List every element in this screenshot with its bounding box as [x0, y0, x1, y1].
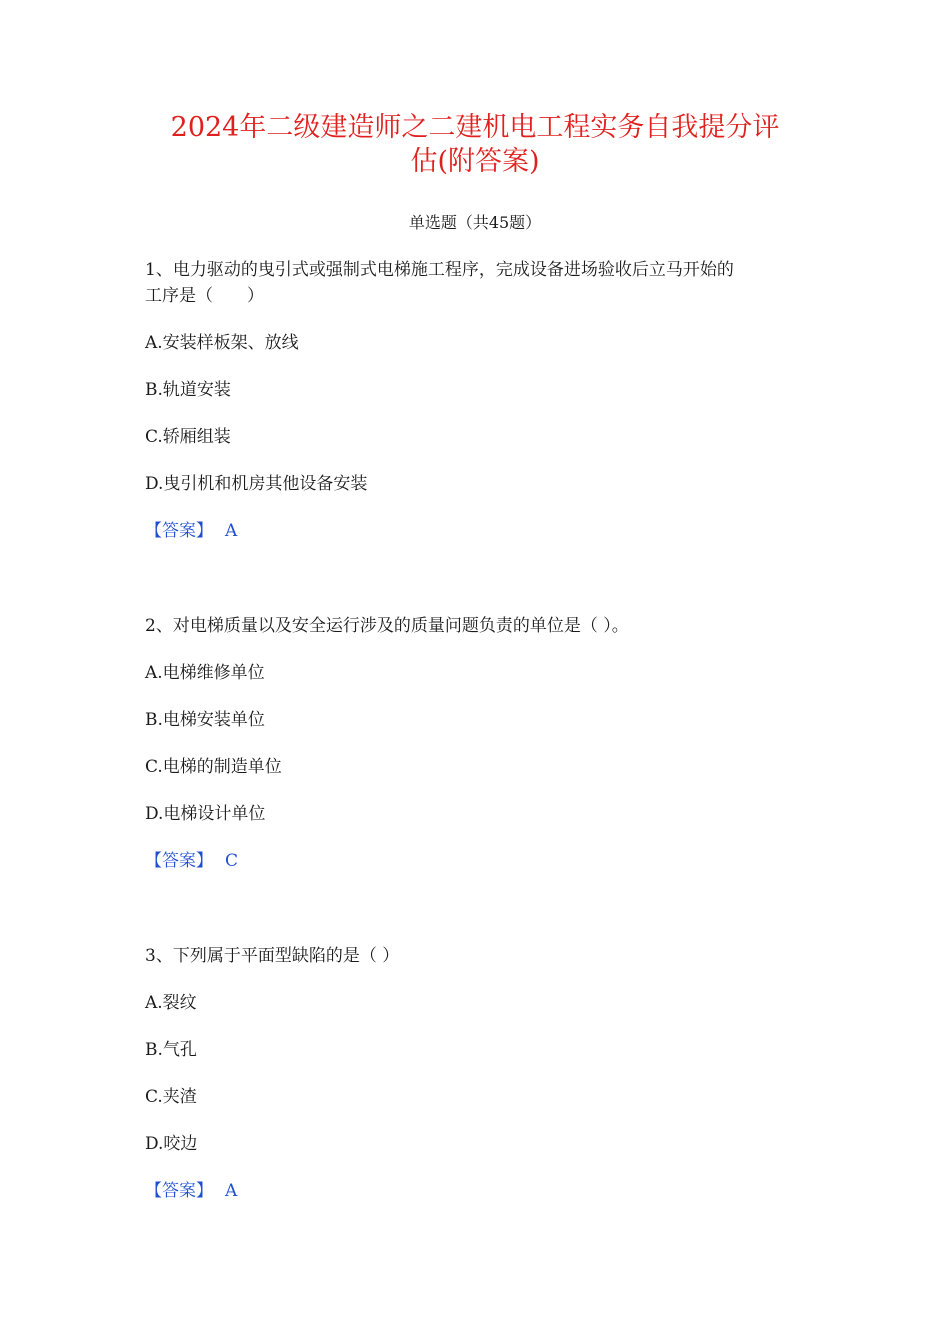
- option-a: A.裂纹: [145, 993, 197, 1013]
- option-b: B.轨道安装: [145, 380, 231, 400]
- option-a: A.安装样板架、放线: [145, 333, 299, 353]
- answer-label: 【答案】: [145, 1181, 213, 1201]
- option-b: B.气孔: [145, 1040, 197, 1060]
- option-c: C.电梯的制造单位: [145, 757, 282, 777]
- answer-value: A: [225, 521, 238, 541]
- answer-value: A: [225, 1181, 238, 1201]
- section-heading: 单选题（共45题）: [408, 213, 542, 232]
- option-d: D.咬边: [145, 1134, 198, 1154]
- answer-line: [145, 1179, 237, 1203]
- option-d: D.电梯设计单位: [145, 804, 266, 824]
- question-stem: 1、电力驱动的曳引式或强制式电梯施工程序，完成设备进场验收后立马开始的: [145, 260, 734, 280]
- answer-label: 【答案】: [145, 521, 213, 541]
- answer-label: 【答案】: [145, 851, 213, 871]
- document-title-line2: 估(附答案): [410, 146, 540, 177]
- document-title-line1: 2024年二级建造师之二建机电工程实务自我提分评: [170, 112, 780, 143]
- answer-line: [145, 519, 237, 543]
- answer-line: [145, 849, 238, 873]
- question-stem-continuation: 工序是（ ）: [145, 286, 264, 306]
- option-c: C.夹渣: [145, 1087, 197, 1107]
- option-c: C.轿厢组装: [145, 427, 231, 447]
- question-stem: 3、下列属于平面型缺陷的是（ ）: [145, 946, 400, 966]
- option-a: A.电梯维修单位: [145, 663, 265, 683]
- answer-value: C: [225, 851, 239, 871]
- option-b: B.电梯安装单位: [145, 710, 265, 730]
- option-d: D.曳引机和机房其他设备安装: [145, 474, 368, 494]
- question-stem: 2、对电梯质量以及安全运行涉及的质量问题负责的单位是（ ）。: [145, 616, 629, 636]
